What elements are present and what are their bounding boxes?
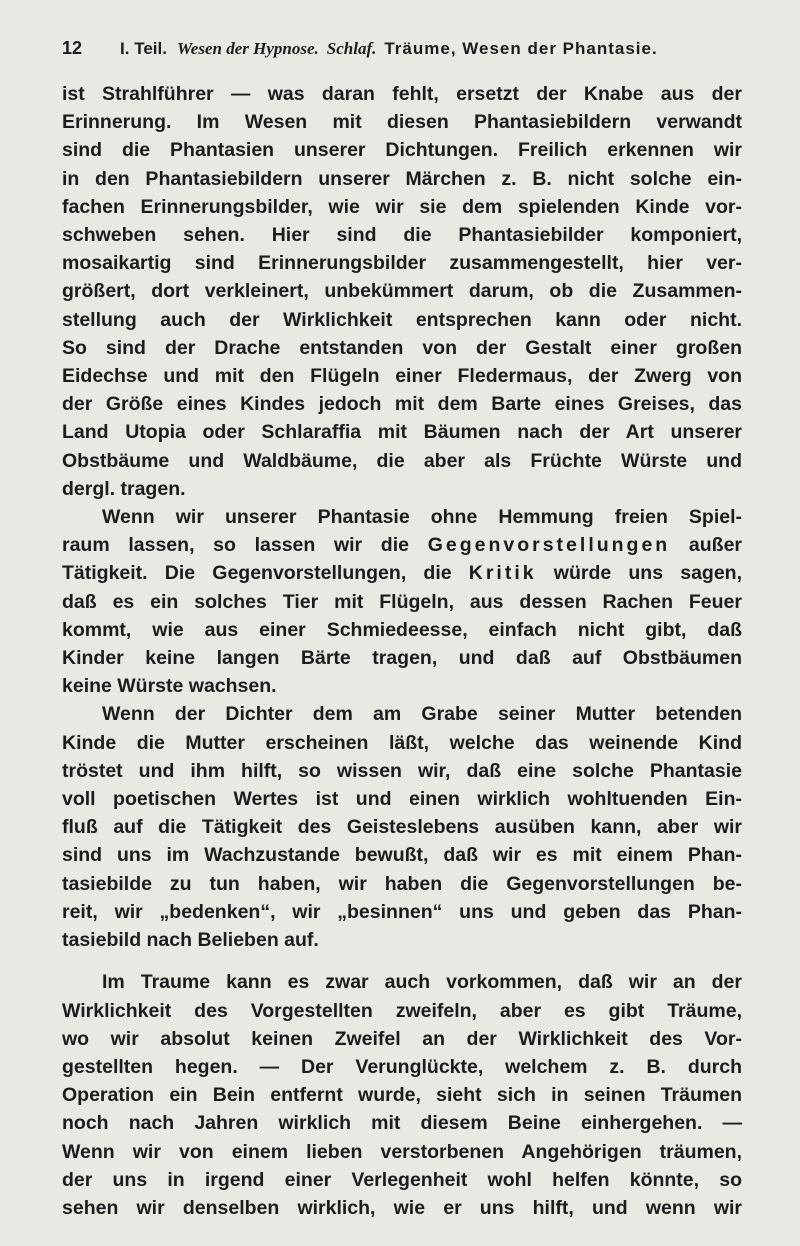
text-line: So sind der Drache entstanden von der Gestalt einer großen xyxy=(62,336,742,359)
text-line: mosaikartig sind Erinnerungsbilder zusammengestellt, hier ver- xyxy=(62,252,742,275)
header-italic-title: Wesen der Hypnose. xyxy=(176,39,319,58)
text-line: tröstet und ihm hilft, so wissen wir, daß eine solche Phantasie xyxy=(62,759,742,782)
text-line: tasiebild nach Belieben auf. xyxy=(62,929,319,952)
text-line: Tätigkeit. Die Gegenvorstellungen, die Kritik würde uns sagen, xyxy=(62,562,743,585)
paragraph-4 xyxy=(62,968,742,1222)
text-line: reit, wir „bedenken“, wir „besinnen“ uns und geben das Phan- xyxy=(62,900,742,923)
text-line: Kinder keine langen Bärte tragen, und daß auf Obstbäumen xyxy=(62,647,742,670)
text-line: wo wir absolut keinen Zweifel an der Wirklichkeit des Vor- xyxy=(62,1027,742,1050)
text-line: stellung auch der Wirklichkeit entsprechen kann oder nicht. xyxy=(62,308,742,331)
text-line: gestellten hegen. — Der Verunglückte, welchem z. B. durch xyxy=(62,1055,742,1078)
text-line: in den Phantasiebildern unserer Märchen z. B. nicht solche ein- xyxy=(62,167,742,190)
text-line: noch nach Jahren wirklich mit diesem Beine einhergehen. — xyxy=(62,1112,742,1135)
text-line: sehen wir denselben wirklich, wie er uns hilft, und wenn wir xyxy=(62,1196,742,1219)
page-number: 12 xyxy=(62,38,83,58)
text-line: ist Strahlführer — was daran fehlt, ersetzt der Knabe aus der xyxy=(62,83,742,105)
header-italic-subtitle: Schlaf. xyxy=(326,39,377,58)
text-line: der Größe eines Kindes jedoch mit dem Barte eines Greises, das xyxy=(62,393,742,416)
text-line: fachen Erinnerungsbilder, wie wir sie dem spielenden Kinde vor- xyxy=(62,195,742,218)
text-line: dergl. tragen. xyxy=(62,477,186,500)
text-line: raum lassen, so lassen wir die Gegenvorstellungen außer xyxy=(62,534,743,557)
header-section-title: Träume, Wesen der Phantasie. xyxy=(384,39,658,58)
running-header xyxy=(62,38,740,66)
text-line: fluß auf die Tätigkeit des Geisteslebens ausüben kann, aber wir xyxy=(62,816,742,839)
text-line: sind die Phantasien unserer Dichtungen. Freilich erkennen wir xyxy=(62,139,742,162)
text-line: Land Utopia oder Schlaraffia mit Bäumen nach der Art unserer xyxy=(62,421,742,444)
text-line: keine Würste wachsen. xyxy=(62,675,277,698)
paragraph-3 xyxy=(62,700,742,954)
text-line: Operation ein Bein entfernt wurde, sieht sich in seinen Träumen xyxy=(62,1084,742,1107)
emphasis-kritik: Kritik xyxy=(468,562,537,585)
text-line: voll poetischen Wertes ist und einen wirklich wohltuenden Ein- xyxy=(62,788,742,811)
text-line: Im Traume kann es zwar auch vorkommen, daß wir an der xyxy=(102,971,742,994)
text-line: Erinnerung. Im Wesen mit diesen Phantasiebildern verwandt xyxy=(62,111,742,134)
emphasis-gegenvorstellungen: Gegenvorstellungen xyxy=(427,534,671,557)
text-line: Obstbäume und Waldbäume, die aber als Früchte Würste und xyxy=(62,449,742,472)
body-text xyxy=(62,80,742,1222)
text-line: tasiebilde zu tun haben, wir haben die Gegenvorstellungen be- xyxy=(62,872,742,895)
text-line: sind uns im Wachzustande bewußt, daß wir es mit einem Phan- xyxy=(62,844,742,867)
paragraph-2 xyxy=(62,503,742,700)
text-line: größert, dort verkleinert, unbekümmert darum, ob die Zusammen- xyxy=(62,280,742,303)
paragraph-1 xyxy=(62,80,742,503)
text-line: Eidechse und mit den Flügeln einer Fledermaus, der Zwerg von xyxy=(62,365,742,388)
paragraph-gap xyxy=(62,954,742,968)
text-line: der uns in irgend einer Verlegenheit wohl helfen könnte, so xyxy=(62,1168,742,1191)
header-part: I. Teil. xyxy=(120,39,167,58)
text-line: Wenn wir von einem lieben verstorbenen Angehörigen träumen, xyxy=(62,1140,742,1163)
text-line: daß es ein solches Tier mit Flügeln, aus dessen Rachen Feuer xyxy=(62,590,742,613)
text-line: Wenn wir unserer Phantasie ohne Hemmung freien Spiel- xyxy=(102,506,742,529)
text-line: Wirklichkeit des Vorgestellten zweifeln, aber es gibt Träume, xyxy=(62,999,742,1022)
text-line: Kinde die Mutter erscheinen läßt, welche das weinende Kind xyxy=(62,731,742,754)
text-line: Wenn der Dichter dem am Grabe seiner Mutter betenden xyxy=(102,703,742,726)
text-line: schweben sehen. Hier sind die Phantasiebilder komponiert, xyxy=(62,224,742,247)
text-line: kommt, wie aus einer Schmiedeesse, einfach nicht gibt, daß xyxy=(62,618,742,641)
